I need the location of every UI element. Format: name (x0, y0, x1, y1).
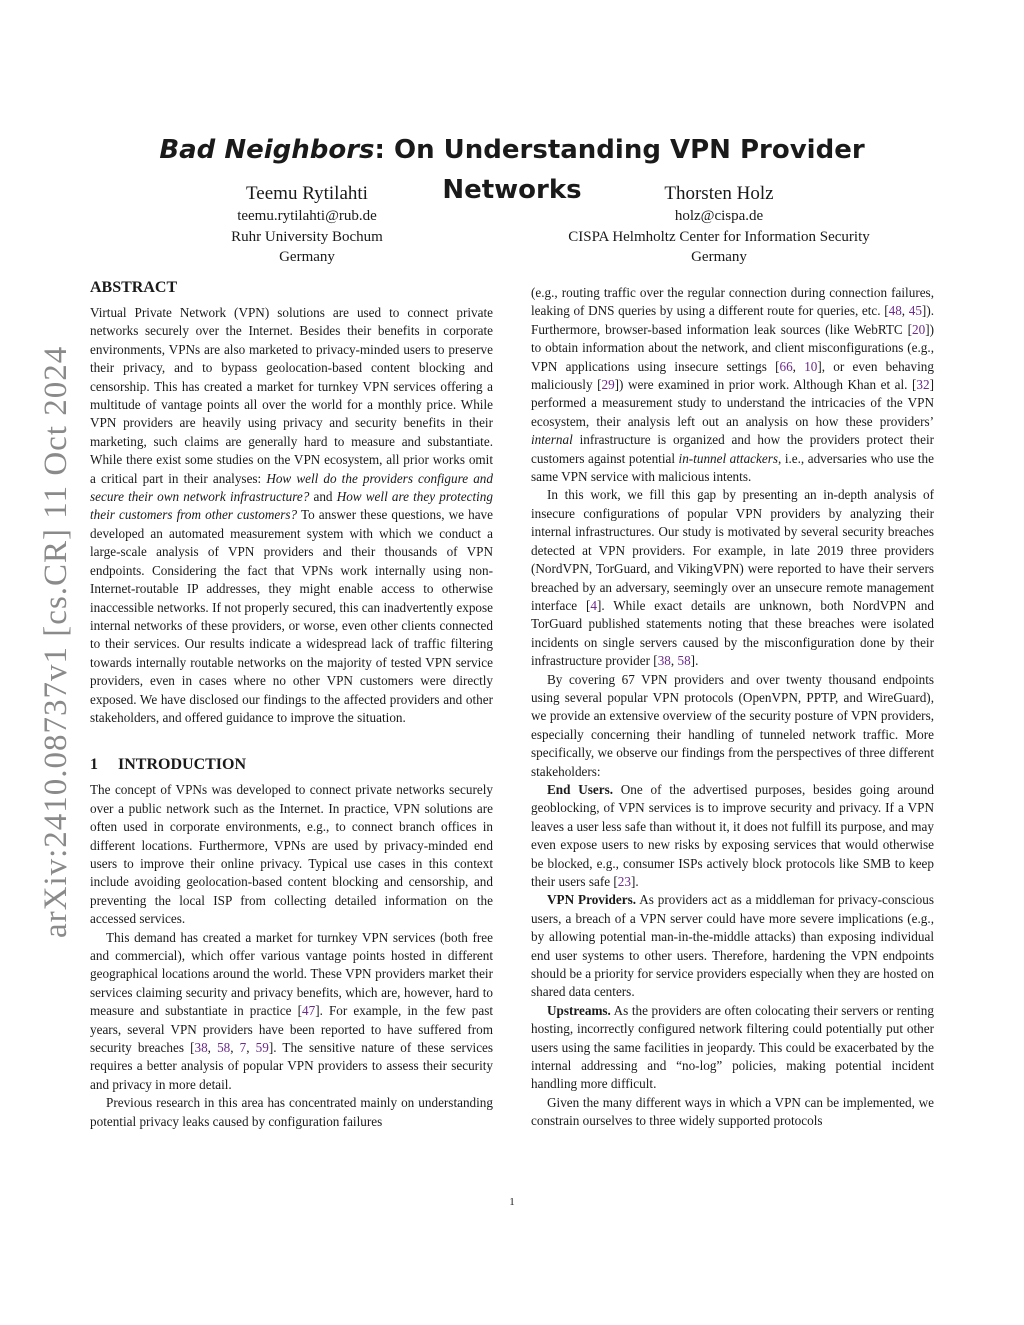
text-run: ]. The sensitive nature of these services requires a better analysis of popular VPN providers to assess their security and privacy in more detail. (90, 1040, 494, 1092)
author-email: holz@cispa.de (674, 208, 764, 224)
right-paragraph-1: (e.g., routing traffic over the regular connection during connection failures, leaking of DNS queries by using a different route for queries, etc. [48, 45]). Furthermore, browser-based information leak sources (like WebRTC [20]) to obtain information about the network, and client misconfigurations (e.g., VPN applications using insecure settings [66, 10], or even behaving maliciously [29]) were examined in prior work. Although Khan et al. [32] performed a measurement study to understand the intricacies of the VPN ecosystem, their analysis left out an analysis on how these providers’ internal infrastructure is organized and how the providers protect their customers against potential in-tunnel attackers, i.e., adversaries who use the same VPN service with malicious intents. (531, 285, 935, 485)
text-run: One of the advertised purposes, besides going around geoblocking, of VPN services is to improve security and privacy. If a VPN leaves a user less safe than without it, it does not fulfill its purpose, and may even expose users to new risks by exposing services that would otherwise be blocked, e.g., consumer ISPs actively block protocols like SMB to keep their users safe [ (531, 781, 934, 889)
author-block-1 (97, 182, 517, 268)
text-run: ]) to obtain information about the network, and client misconfigurations (e.g., VPN applications using insecure settings [ (531, 321, 934, 374)
upstreams-paragraph (531, 1002, 934, 1094)
abstract-heading: ABSTRACT (90, 279, 178, 296)
section-number: 1 (90, 756, 98, 774)
end-users-paragraph (531, 781, 934, 891)
text-run: , i.e., adversaries who use the same VPN service with malicious intents. (531, 450, 935, 485)
text-run: ]) were examined in prior work. Although Khan et al. [ (614, 377, 917, 393)
abstract-question-2: How well are they protecting their customers from other customers? (90, 489, 493, 523)
citation-link[interactable]: 32 (916, 377, 930, 393)
citation-link[interactable]: 66 (779, 358, 793, 374)
citation-link[interactable]: 58 (677, 653, 691, 669)
page-number: 1 (509, 1196, 515, 1208)
abstract-text (90, 304, 493, 727)
citation-link[interactable]: 58 (217, 1040, 231, 1056)
citation-link[interactable]: 20 (912, 321, 926, 337)
abstract-question-1: How well do the providers configure and secure their own network infrastructure? (90, 470, 493, 505)
right-paragraph-last: Given the many different ways in which a VPN can be implemented, we constrain ourselves to three widely supported protocols (531, 1094, 934, 1129)
author-name: Teemu Rytilahti (246, 183, 368, 204)
citation-link[interactable]: 38 (194, 1040, 208, 1056)
citation-link[interactable]: 23 (617, 874, 631, 889)
intro-paragraph-2: This demand has created a market for turnkey VPN services (both free and commercial), which offer various vantage points hosted in different geographical locations around the world. These VPN providers market their services claiming security and privacy benefits, which are, however, hard to measure and substantiate in practice [47]. For example, in the few past years, several VPN providers have been reported to have suffered from security breaches [38, 58, 7, 59]. The sensitive nature of these services requires a better analysis of popular VPN providers to assess their security and privacy in more detail. (90, 929, 494, 1092)
text-run: As providers act as a middleman for privacy-conscious users, a breach of a VPN server could have more severe implications (e.g., by allowing potential man-in-the-middle attacks) than exposing individual end user systems to other users. Therefore, hardening the VPN endpoints should be a priority for service providers especially when they are hosted on shared data centers. (531, 892, 934, 1000)
citation-link[interactable]: 10 (804, 358, 818, 374)
citation-link[interactable]: 7 (239, 1040, 247, 1056)
author-country: Germany (279, 249, 335, 265)
text-run: In this work, we fill this gap by presenting an in-depth analysis of insecure configurations of popular VPN providers by analyzing their internal infrastructures. Our study is motivated by several security breaches detected at VPN providers. For example, in late 2019 three providers (NordVPN, TorGuard, and VikingVPN) were reported to have their servers breached by an adversary, seemingly over an unsecure remote management interface [ (531, 487, 934, 613)
text-run: ] performed a measurement study to understand the intricacies of the VPN ecosystem, their analysis left out an analysis on how these providers’ (531, 377, 934, 429)
citation-link[interactable]: 4 (590, 597, 597, 613)
arxiv-identifier: arXiv:2410.08737v1 [cs.CR] 11 Oct 2024 (38, 345, 74, 938)
text-run: ]). Furthermore, browser-based information leak sources (like WebRTC [ (531, 303, 935, 337)
author-affiliation: Ruhr University Bochum (231, 228, 383, 245)
paragraph-heading: End Users. (547, 781, 614, 797)
author-email: teemu.rytilahti@rub.de (237, 208, 377, 224)
emphasis: in-tunnel attackers (678, 450, 778, 466)
author-country: Germany (691, 249, 747, 265)
text-run: As the providers are often colocating their servers or renting hosting, incorrectly configured network filtering could potentially put other users using the same facilities in jeopardy. This could be exacerbated by the internal addressing and “no-log” policies, making potential incident handling more difficult. (531, 1002, 934, 1092)
text-run: ]. (630, 874, 639, 889)
left-column (90, 278, 493, 1131)
citation-link[interactable]: 59 (255, 1040, 269, 1056)
paragraph-heading: VPN Providers. (547, 892, 637, 908)
right-paragraph-2: In this work, we fill this gap by presenting an in-depth analysis of insecure configurations of popular VPN providers by analyzing their internal infrastructures. Our study is motivated by several security breaches detected at VPN providers. For example, in late 2019 three providers (NordVPN, TorGuard, and VikingVPN) were reported to have their servers breached by an adversary, seemingly over an unsecure remote management interface [4]. While exact details are unknown, both NordVPN and TorGuard published statements noting that these breaches were isolated incidents on single servers caused by the misconfiguration done by their infrastructure provider [38, 58]. (531, 487, 934, 669)
text-run: This demand has created a market for turnkey VPN services (both free and commercial), which offer various vantage points hosted in different geographical locations around the world. These VPN providers market their services claiming security and privacy benefits, which are, however, hard to measure and substantiate in practice [ (90, 929, 493, 1019)
abstract-part: To answer these questions, we have developed an automated measurement system with which we conduct a large-scale analysis of VPN providers and their thousands of VPN endpoints. Considering the fact that VPNs work internally using non-Internet-routable IP addresses, they might enable access to otherwise inaccessible networks. If not properly secured, this can inadvertently expose internal networks of these providers, or worse, even other clients connected to their services. Our results indicate a widespread lack of traffic filtering towards internally routable networks on the majority of tested VPN service providers, even in cases where no other VPN customers were directly exposed. We have disclosed our findings to the affected providers and other stakeholders, and offered guidance to improve the situation. (90, 507, 494, 725)
introduction-heading (90, 755, 493, 775)
text-run: ]. While exact details are unknown, both NordVPN and TorGuard published statements noting that these breaches were isolated incidents on single servers caused by the misconfiguration done by their infrastructure provider [ (531, 597, 934, 669)
author-name: Thorsten Holz (664, 183, 774, 204)
author-block-2 (509, 182, 929, 268)
citation-link[interactable]: 47 (302, 1003, 316, 1019)
emphasis: internal (531, 432, 573, 448)
citation-link[interactable]: 38 (657, 653, 671, 669)
intro-paragraph-1: The concept of VPNs was developed to connect private networks securely over a public network such as the Internet. In practice, VPN solutions are often used in corporate environments, e.g., to connect branch offices in different locations. Furthermore, VPNs are used by privacy-minded end users to improve their online privacy. Typical use cases in this context include avoiding geolocation-based content blocking and censorship, and preventing the local ISP from collecting detailed information on the accessed services. (90, 782, 493, 927)
paragraph-heading: Upstreams. (547, 1002, 611, 1018)
right-column (531, 284, 934, 1131)
intro-paragraph-3: Previous research in this area has concentrated mainly on understanding potential privacy leaks caused by configuration failures (90, 1095, 493, 1129)
section-title: INTRODUCTION (118, 756, 247, 774)
title-italic: Bad Neighbors (159, 135, 375, 165)
text-run: ]. (690, 653, 699, 669)
citation-link[interactable]: 48 (888, 303, 902, 319)
abstract-part: Virtual Private Network (VPN) solutions are used to connect private networks securely over the Internet. Besides their benefits in corporate environments, VPNs are also marketed to privacy-minded users to preserve their privacy, and to bypass geolocation-based content blocking and censorship. This has created a market for turnkey VPN services offering a multitude of vantage points all over the world for a monthly price. While VPN providers are heavily using privacy and security benefits in their marketing, such claims are generally hard to measure and substantiate. While there exist some studies on the VPN ecosystem, all prior works omit a critical part in their analyses: (90, 305, 493, 486)
author-affiliation: CISPA Helmholtz Center for Information Security (568, 228, 870, 245)
text-run: ]. For example, in the few past years, several VPN providers have been reported to have suffered from security breaches [ (90, 1003, 493, 1056)
text-run: infrastructure is organized and how the providers protect their customers against potential (531, 432, 934, 466)
text-run: (e.g., routing traffic over the regular connection during connection failures, leaking of DNS queries by using a different route for queries, etc. [ (531, 285, 934, 319)
citation-link[interactable]: 29 (601, 377, 615, 393)
vpn-providers-paragraph (531, 891, 934, 1001)
right-paragraph-3: By covering 67 VPN providers and over twenty thousand endpoints using several popular VPN protocols (OpenVPN, PPTP, and WireGuard), we provide an extensive overview of the security posture of VPN providers, especially concerning their handling of tunneled network traffic. More specifically, we observe our findings from the perspectives of three different stakeholders: (531, 671, 934, 779)
text-run: ], or even behaving maliciously [ (531, 358, 934, 393)
citation-link[interactable]: 45 (908, 303, 922, 319)
title-rest: : On Understanding VPN Provider Networks (374, 135, 865, 205)
abstract-part: and (309, 489, 337, 505)
